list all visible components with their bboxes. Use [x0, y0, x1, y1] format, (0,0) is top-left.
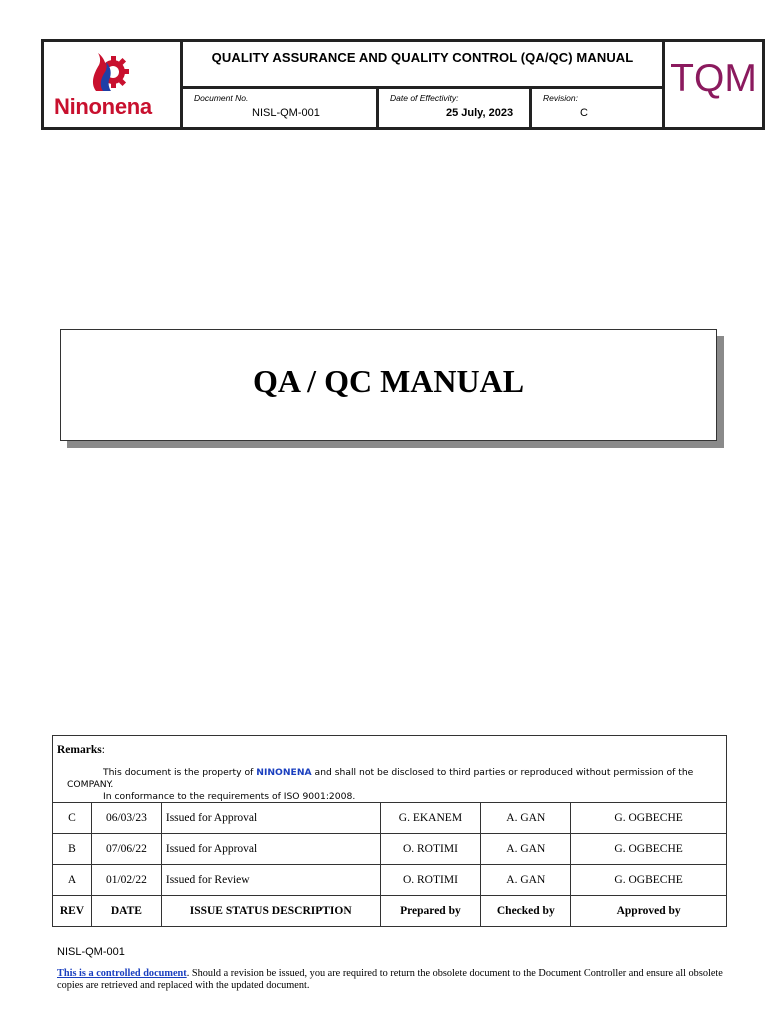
approved-cell: G. OGBECHE — [571, 834, 727, 865]
date-cell: 07/06/22 — [91, 834, 161, 865]
company-name: Ninonena — [54, 94, 152, 119]
remarks-line1-before: This document is the property of — [103, 767, 257, 778]
revision-table — [52, 735, 727, 927]
column-header-approved: Approved by — [571, 896, 727, 927]
checked-cell: A. GAN — [481, 865, 571, 896]
revision-label: Revision: — [543, 93, 578, 103]
remarks-label-text: Remarks — [57, 744, 102, 756]
table-row — [53, 865, 727, 896]
rev-cell: C — [53, 803, 92, 834]
date-cell: 06/03/23 — [91, 803, 161, 834]
date-cell: 01/02/22 — [91, 865, 161, 896]
description-cell: Issued for Approval — [161, 803, 380, 834]
remarks-row — [53, 736, 727, 803]
column-header-rev: REV — [53, 896, 92, 927]
rev-cell: A — [53, 865, 92, 896]
document-title: QUALITY ASSURANCE AND QUALITY CONTROL (QA/QC) MANUAL — [211, 50, 634, 65]
table-header-row — [53, 896, 727, 927]
column-header-date: DATE — [91, 896, 161, 927]
prepared-cell: G. EKANEM — [380, 803, 481, 834]
tqm-cell — [662, 39, 765, 130]
effectivity-label: Date of Effectivity: — [390, 93, 459, 103]
description-cell: Issued for Review — [161, 865, 380, 896]
document-number-cell — [183, 86, 379, 130]
footer-note — [57, 968, 727, 992]
rev-cell: B — [53, 834, 92, 865]
main-title: QA / QC MANUAL — [252, 363, 525, 399]
column-header-description: ISSUE STATUS DESCRIPTION — [161, 896, 380, 927]
document-number-label: Document No. — [194, 93, 249, 103]
approved-cell: G. OGBECHE — [571, 803, 727, 834]
prepared-cell: O. ROTIMI — [380, 865, 481, 896]
prepared-cell: O. ROTIMI — [380, 834, 481, 865]
effectivity-date: 25 July, 2023 — [446, 107, 514, 119]
remarks-label: Remarks: — [57, 744, 105, 756]
document-header — [41, 39, 765, 130]
remarks-line1-after: and shall not be disclosed to third parties or reproduced without permission of the COMPANY. — [67, 767, 694, 790]
document-number: NISL-QM-001 — [252, 107, 320, 119]
table-row — [53, 834, 727, 865]
main-title-box — [60, 329, 717, 441]
revision-value: C — [580, 107, 588, 119]
effectivity-cell — [376, 86, 532, 130]
footer-document-number: NISL-QM-001 — [57, 946, 125, 958]
table-row — [53, 803, 727, 834]
remarks-cell — [53, 736, 727, 803]
remarks-line2: In conformance to the requirements of ISO 9001:2008. — [103, 791, 356, 802]
approved-cell: G. OGBECHE — [571, 865, 727, 896]
company-logo-icon — [86, 51, 130, 95]
checked-cell: A. GAN — [481, 834, 571, 865]
column-header-prepared: Prepared by — [380, 896, 481, 927]
description-cell: Issued for Approval — [161, 834, 380, 865]
logo-cell — [41, 39, 183, 130]
checked-cell: A. GAN — [481, 803, 571, 834]
footer-note-text: . Should a revision be issued, you are required to return the obsolete document to the Document Controller and ensure all obsolete copies are retrieved and replaced with the updated document. — [57, 968, 723, 991]
tqm-label: TQM — [670, 57, 757, 100]
column-header-checked: Checked by — [481, 896, 571, 927]
title-cell — [183, 39, 665, 89]
remarks-company: NINONENA — [256, 767, 312, 778]
remarks-text — [67, 767, 696, 803]
revision-cell — [529, 86, 665, 130]
controlled-document-link[interactable]: This is a controlled document — [57, 968, 187, 979]
